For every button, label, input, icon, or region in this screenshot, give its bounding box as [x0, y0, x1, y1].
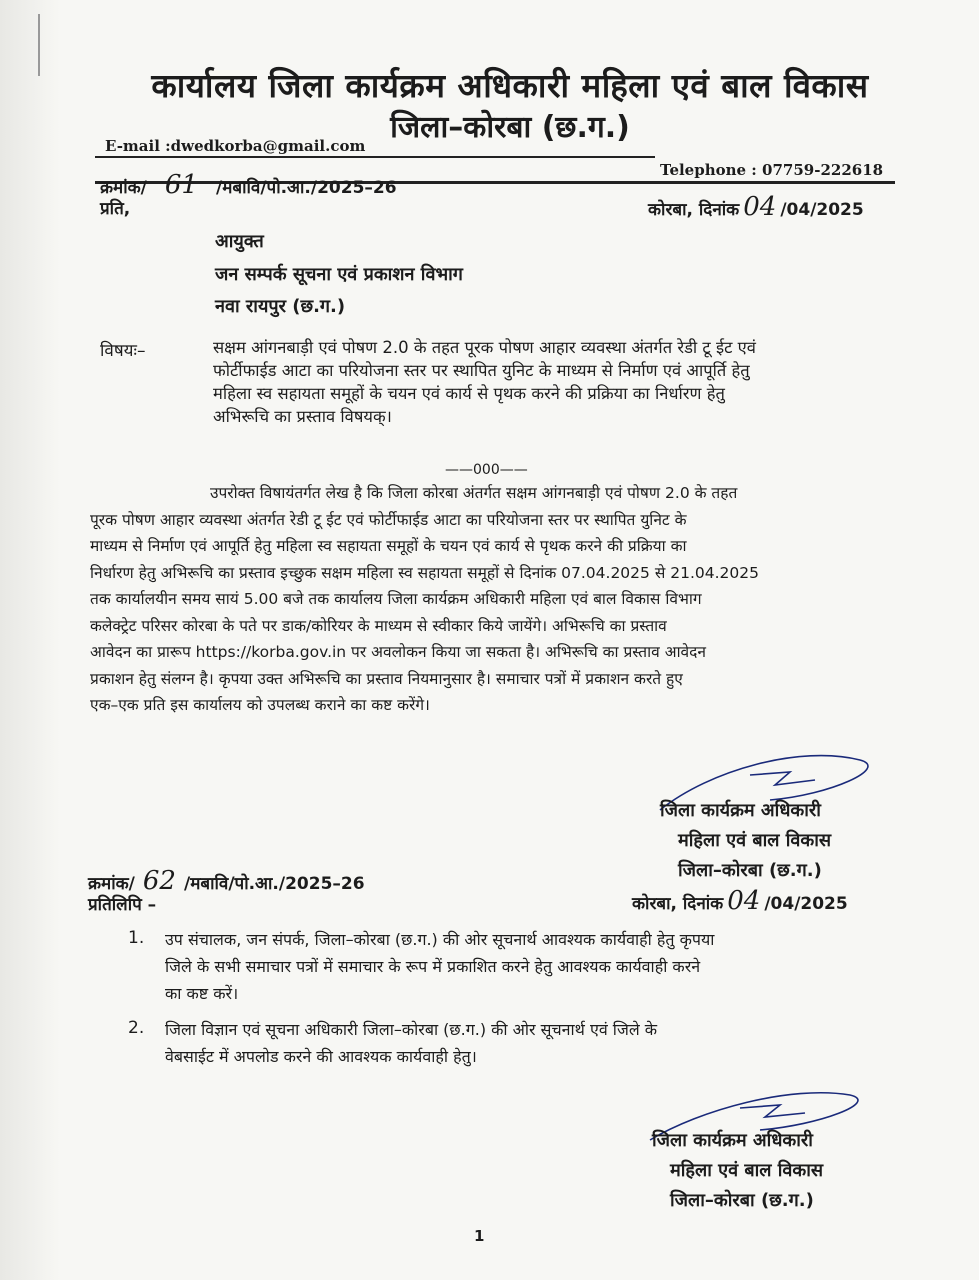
signatory-title: जिला कार्यक्रम अधिकारी — [660, 800, 821, 821]
copy-letter-date — [632, 886, 848, 916]
copy-reference-label: क्रमांक/ — [88, 874, 135, 894]
body-line: कलेक्ट्रेट परिसर कोरबा के पते पर डाक/कोरियर के माध्यम से स्वीकार किये जायेंगे। अभिरूचि का प्रस्ताव — [90, 616, 667, 635]
copy-item-1-number: 1. — [128, 928, 145, 948]
copy-item-1 — [165, 926, 895, 1007]
body-line: पूरक पोषण आहार व्यवस्था अंतर्गत रेडी टू ईट एवं फोर्टीफाईड आटा का परियोजना स्तर पर स्थापित युनिट के — [90, 510, 687, 529]
copy-date-handwritten-day: 04 — [727, 886, 761, 916]
telephone-number: Telephone : 07759-222618 — [660, 161, 884, 179]
signatory-district: जिला–कोरबा (छ.ग.) — [678, 860, 822, 881]
signatory-district: जिला–कोरबा (छ.ग.) — [670, 1190, 814, 1211]
copy-item-line: का कष्ट करें। — [165, 984, 239, 1003]
staple-mark — [38, 14, 48, 76]
body-line: माध्यम से निर्माण एवं आपूर्ति हेतु महिला स्व सहायता समूहों के चयन एवं कार्य से पृथक करने की प्रक्रिया का — [90, 537, 687, 555]
reference-handwritten-number: 61 — [164, 170, 198, 200]
date-rest: /04/2025 — [780, 200, 864, 220]
copy-item-2-number: 2. — [128, 1018, 145, 1038]
copy-reference-suffix: /मबावि/पो.आ./2025–26 — [183, 874, 365, 894]
body-line: उपरोक्त विषायंतर्गत लेख है कि जिला कोरबा अंतर्गत सक्षम आंगनबाड़ी एवं पोषण 2.0 के तहत — [210, 484, 738, 502]
page-number: 1 — [474, 1227, 485, 1245]
recipient-line-2: जन सम्पर्क सूचना एवं प्रकाशन विभाग — [215, 264, 463, 285]
email-address: E-mail :dwedkorba@gmail.com — [105, 137, 366, 155]
page-fold-shadow — [0, 0, 60, 1280]
signatory-department: महिला एवं बाल विकास — [678, 830, 832, 851]
body-line: निर्धारण हेतु अभिरूचि का प्रस्ताव इच्छुक सक्षम महिला स्व सहायता समूहों से दिनांक 07.04.2025 से 21.04.2025 — [90, 563, 759, 582]
body-line: प्रकाशन हेतु संलग्न है। कृपया उक्त अभिरूचि का प्रस्ताव नियमानुसार है। समाचार पत्रों में प्रकाशन करते हुए — [90, 669, 683, 688]
subject-line: अभिरूचि का प्रस्ताव विषयक्। — [213, 407, 392, 426]
reference-suffix: /मबावि/पो.आ./2025–26 — [215, 178, 397, 198]
body-line: तक कार्यालयीन समय सायं 5.00 बजे तक कार्यालय जिला कार्यक्रम अधिकारी महिला एवं बाल विकास विभाग — [90, 590, 702, 608]
body-line: आवेदन का प्रारूप https://korba.gov.in पर अवलोकन किया जा सकता है। अभिरूचि का प्रस्ताव आवेदन — [90, 643, 706, 661]
copy-item-line: उप संचालक, जन संपर्क, जिला–कोरबा (छ.ग.) की ओर सूचनार्थ आवश्यक कार्यवाही हेतु कृपया — [165, 930, 715, 949]
reference-number — [100, 170, 397, 200]
body-paragraph — [90, 480, 905, 719]
letter-date — [648, 192, 864, 222]
copy-date-rest: /04/2025 — [764, 894, 848, 914]
date-prefix: कोरबा, दिनांक — [648, 200, 740, 220]
subject-line: फोर्टीफाईड आटा का परियोजना स्तर पर स्थापित युनिट के माध्यम से निर्माण एवं आपूर्ति हेतु — [213, 361, 750, 380]
subject-line: सक्षम आंगनबाड़ी एवं पोषण 2.0 के तहत पूरक पोषण आहार व्यवस्था अंतर्गत रेडी टू ईट एवं — [213, 338, 756, 357]
signatory-department: महिला एवं बाल विकास — [670, 1160, 824, 1181]
recipient-line-3: नवा रायपुर (छ.ग.) — [215, 296, 346, 317]
date-handwritten-day: 04 — [743, 192, 777, 222]
reference-label: क्रमांक/ — [100, 178, 147, 198]
pratilipi-label: प्रतिलिपि – — [88, 895, 157, 915]
copy-item-line: वेबसाईट में अपलोड करने की आवश्यक कार्यवाही हेतु। — [165, 1047, 477, 1066]
header-rule — [95, 156, 655, 158]
body-line: एक–एक प्रति इस कार्यालय को उपलब्ध कराने का कष्ट करेंगे। — [90, 696, 430, 714]
copy-item-line: जिला विज्ञान एवं सूचना अधिकारी जिला–कोरबा (छ.ग.) की ओर सूचनार्थ एवं जिले के — [165, 1020, 658, 1039]
subject-label: विषयः– — [100, 341, 146, 361]
subject-line: महिला स्व सहायता समूहों के चयन एवं कार्य से पृथक करने की प्रक्रिया का निर्धारण हेतु — [213, 384, 725, 403]
signatory-block-1 — [660, 796, 831, 886]
copy-reference-handwritten-number: 62 — [142, 866, 176, 896]
recipient-line-1: आयुक्त — [215, 231, 264, 252]
subject-text — [213, 336, 903, 428]
copy-item-line: जिले के सभी समाचार पत्रों में समाचार के रूप में प्रकाशित करने हेतु आवश्यक कार्यवाही करने — [165, 957, 701, 976]
signatory-block-2 — [652, 1126, 823, 1216]
copy-date-prefix: कोरबा, दिनांक — [632, 894, 724, 914]
district-title: जिला–कोरबा (छ.ग.) — [390, 110, 630, 145]
signatory-title: जिला कार्यक्रम अधिकारी — [652, 1130, 813, 1151]
office-title: कार्यालय जिला कार्यक्रम अधिकारी महिला एवं बाल विकास — [151, 66, 869, 105]
copy-item-2 — [165, 1016, 895, 1070]
prati-label: प्रति, — [100, 199, 131, 219]
section-separator: ——000—— — [445, 462, 528, 478]
